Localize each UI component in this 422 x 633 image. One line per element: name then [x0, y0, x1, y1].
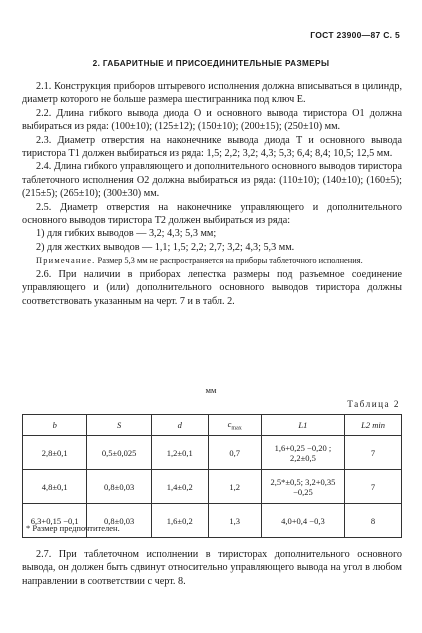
- col-header-l1: L1: [261, 415, 344, 436]
- paragraph-2-5-item-2: 2) для жестких выводов — 1,1; 1,5; 2,2; 2,7; 3,2; 4,3; 5,3 мм.: [36, 241, 295, 253]
- table-cell: 4,8±0,1: [23, 470, 87, 504]
- table-cell: 1,4±0,2: [151, 470, 208, 504]
- table-cell: 7: [345, 470, 402, 504]
- paragraph-2-6: 2.6. При наличии в приборах лепестка размеры под разъемное соединение управляющего и (или) дополнительного основного выводов тиристора должны соответствовать указанным на черт. 7 и в табл. 2.: [22, 268, 402, 307]
- body-text-upper: [22, 80, 402, 308]
- table-cell: 1,6+0,25 −0,20 ; 2,2±0,5: [261, 436, 344, 470]
- paragraph-2-5-item-1: 1) для гибких выводов — 3,2; 4,3; 5,3 мм;: [36, 228, 217, 240]
- paragraph-2-3: 2.3. Диаметр отверстия на наконечнике вывода диода T и основного вывода тиристора T1 должен выбираться из ряда: 1,5; 2,2; 3,2; 4,3; 5,3; 6,4; 8,4; 10,5; 12,5 мм.: [22, 134, 402, 160]
- paragraph-2-4: 2.4. Длина гибкого управляющего и дополнительного основного выводов тиристора таблеточного исполнения O2 должна выбираться из ряда: (110±10); (140±10); (160±5); (215±5); (265±10); (300±30) мм.: [22, 161, 402, 200]
- paragraph-2-2: 2.2. Длина гибкого вывода диода O и основного вывода тиристора O1 должна выбираться из ряда: (100±10); (125±12); (150±10); (200±15); (250±10) мм.: [22, 107, 402, 133]
- table-header-row: [23, 415, 402, 436]
- note-label: Примечание.: [36, 256, 96, 266]
- table-footnote: * Размер предпочтителен.: [26, 523, 120, 533]
- table-caption: Таблица 2: [347, 399, 400, 409]
- table-units: мм: [205, 385, 217, 395]
- table-cell: 1,3: [208, 504, 261, 538]
- col-header-b: b: [23, 415, 87, 436]
- table-cell: 0,8±0,03: [87, 470, 151, 504]
- dimensions-table: [22, 414, 402, 538]
- table-cell: 1,2: [208, 470, 261, 504]
- col-header-c-max: $c_{max}$: [208, 415, 261, 436]
- note-text: Размер 5,3 мм не распространяется на приборы таблеточного исполнения.: [97, 256, 363, 266]
- table-cell: 7: [345, 436, 402, 470]
- col-header-d: d: [151, 415, 208, 436]
- table-cell: 1,6±0,2: [151, 504, 208, 538]
- table-cell: 8: [345, 504, 402, 538]
- table-cell: 0,7: [208, 436, 261, 470]
- col-header-l2-min: L2 min: [345, 415, 402, 436]
- table-cell: 2,8±0,1: [23, 436, 87, 470]
- table-row: [23, 470, 402, 504]
- table-row: [23, 436, 402, 470]
- paragraph-2-7: 2.7. При таблеточном исполнении в тиристорах дополнительного основного вывода, он должен быть сдвинут относительно управляющего вывода на угол в любом направлении в соответствии с черт. 8.: [22, 549, 402, 587]
- body-text-lower: [22, 548, 402, 588]
- table-cell: 6,3+0,15 −0,1: [23, 504, 87, 538]
- page-header: ГОСТ 23900—87 С. 5: [310, 30, 400, 40]
- note: [22, 254, 402, 267]
- col-header-s: S: [87, 415, 151, 436]
- table-cell: 4,0+0,4 −0,3: [261, 504, 344, 538]
- table-cell: 1,2±0,1: [151, 436, 208, 470]
- table-cell: 0,5±0,025: [87, 436, 151, 470]
- table-cell: 0,8±0,03: [87, 504, 151, 538]
- table-cell: 2,5*±0,5; 3,2+0,35 −0,25: [261, 470, 344, 504]
- paragraph-2-1: 2.1. Конструкция приборов штыревого исполнения должна вписываться в цилиндр, диаметр которого не больше размера шестигранника под ключ E.: [22, 81, 402, 106]
- paragraph-2-5: 2.5. Диаметр отверстия на наконечнике управляющего и дополнительного основного выводов тиристора T2 должен выбираться из ряда:: [22, 201, 402, 227]
- section-title: 2. ГАБАРИТНЫЕ И ПРИСОЕДИНИТЕЛЬНЫЕ РАЗМЕРЫ: [92, 59, 330, 68]
